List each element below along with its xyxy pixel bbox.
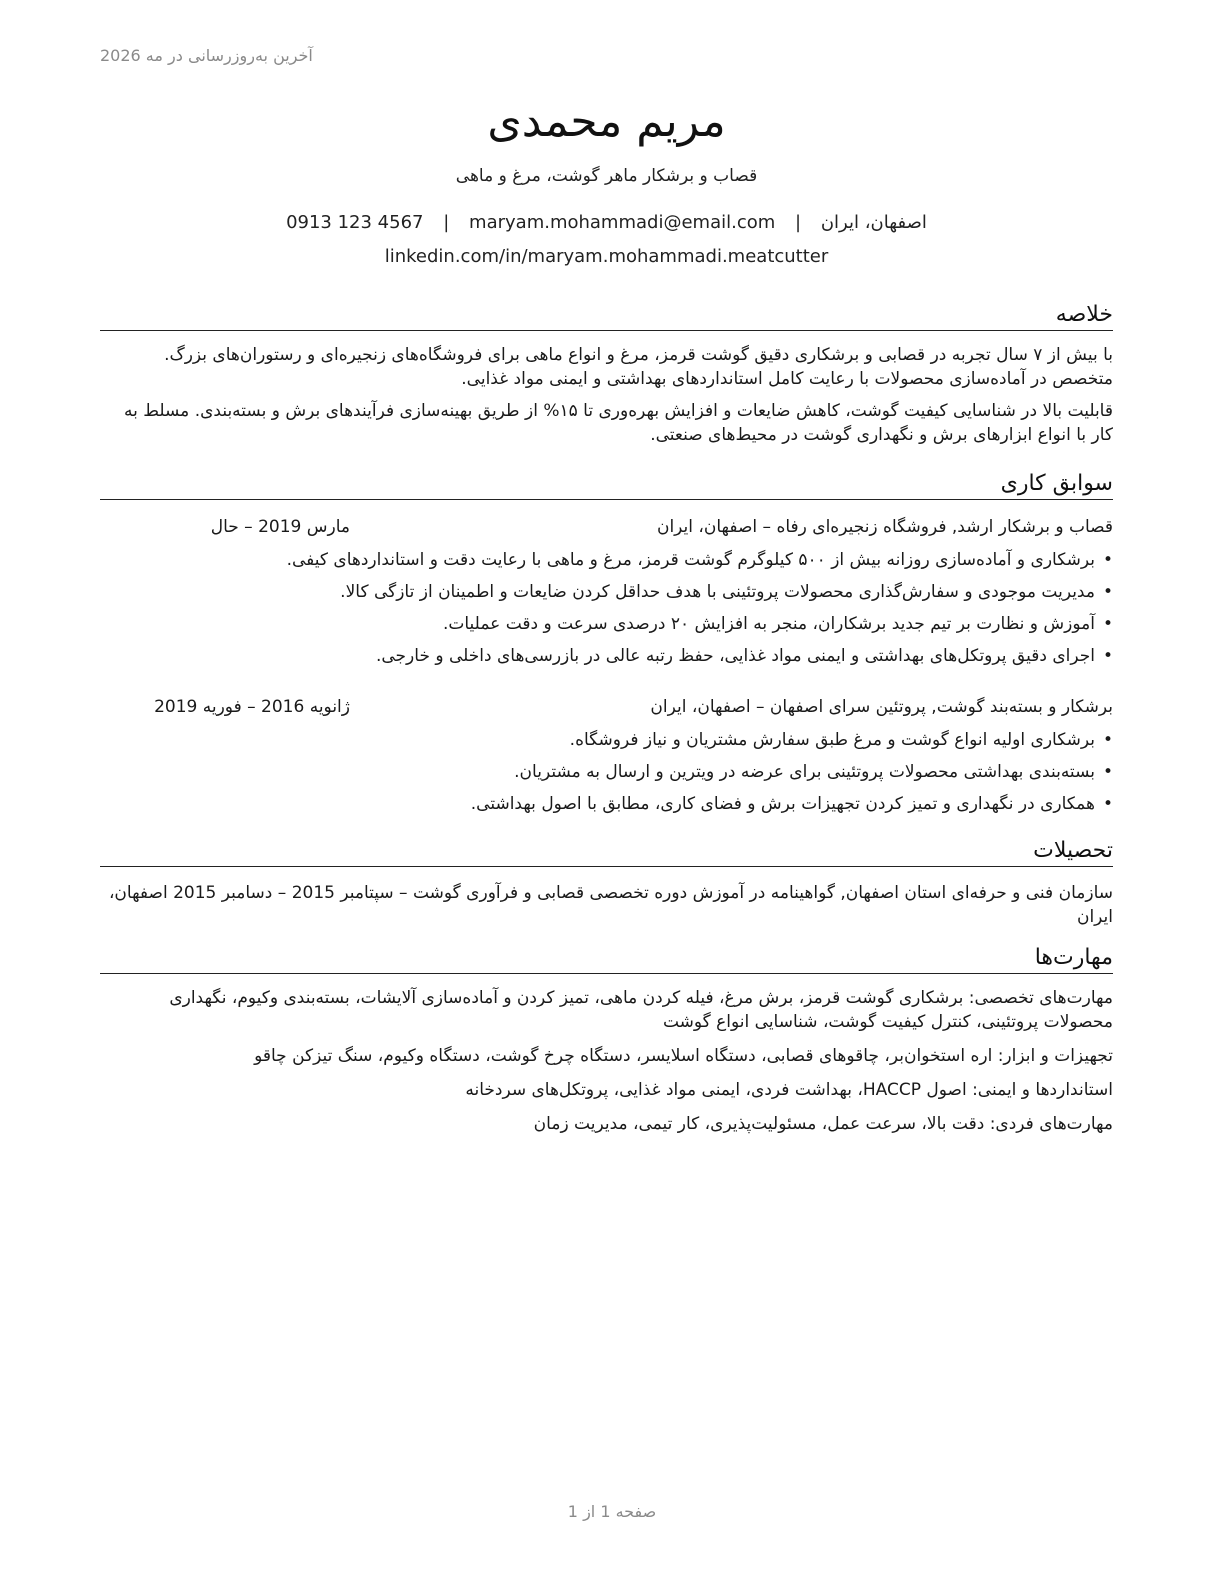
job-dates: ژانویه 2016 – فوریه 2019 <box>154 697 350 717</box>
list-item: • آموزش و نظارت بر تیم جدید برشکاران، منجر به افزایش ۲۰ درصدی سرعت و دقت عملیات. <box>100 612 1113 636</box>
experience-heading: سوابق کاری <box>100 469 1113 500</box>
linkedin-link[interactable]: linkedin.com/in/maryam.mohammadi.meatcutter <box>384 246 829 267</box>
list-item: • بسته‌بندی بهداشتی محصولات پروتئینی برای عرضه در ویترین و ارسال به مشتریان. <box>100 760 1113 784</box>
skill-line: مهارت‌های تخصصی: برشکاری گوشت قرمز، برش مرغ، فیله کردن ماهی، تمیز کردن و آماده‌سازی آلایشات، بسته‌بندی وکیوم، نگهداری محصولات پروتئینی، کنترل کیفیت گوشت، شناسایی انواع گوشت <box>169 988 1113 1032</box>
list-item: • مدیریت موجودی و سفارش‌گذاری محصولات پروتئینی با هدف حداقل کردن ضایعات و اطمینان از تازگی کالا. <box>100 580 1113 604</box>
contact-line <box>100 206 1113 240</box>
job-bullets <box>100 548 1113 668</box>
skill-line: تجهیزات و ابزار: اره استخوان‌بر، چاقوهای قصابی، دستگاه اسلایسر، دستگاه چرخ گوشت، دستگاه وکیوم، سنگ تیزکن چاقو <box>254 1046 1113 1066</box>
education-text: سازمان فنی و حرفه‌ای استان اصفهان, گواهینامه در آموزش دوره تخصصی قصابی و فرآوری گوشت – سپتامبر 2015 – دسامبر 2015 اصفهان، ایران <box>108 883 1113 927</box>
job-header <box>100 694 1113 720</box>
list-item: • برشکاری و آماده‌سازی روزانه بیش از ۵۰۰ کیلوگرم گوشت قرمز، مرغ و ماهی با رعایت دقت و استانداردهای کیفی. <box>100 548 1113 572</box>
linkedin-line <box>100 240 1113 274</box>
location-text: اصفهان، ایران <box>820 212 927 233</box>
summary-paragraph: قابلیت بالا در شناسایی کیفیت گوشت، کاهش ضایعات و افزایش بهره‌وری تا ۱۵% از طریق بهینه‌سازی فرآیندهای برش و بسته‌بندی. مسلط به کار با انواع ابزارهای برش و نگهداری گوشت در محیط‌های صنعتی. <box>124 401 1113 445</box>
phone-text: 0913 123 4567 <box>286 212 424 233</box>
summary-paragraph: با بیش از ۷ سال تجربه در قصابی و برشکاری دقیق گوشت قرمز، مرغ و انواع ماهی برای فروشگاه‌های زنجیره‌ای و رستوران‌های بزرگ. متخصص در آماده‌سازی محصولات با رعایت کامل استانداردهای بهداشتی و ایمنی مواد غذایی. <box>164 345 1113 389</box>
summary-heading: خلاصه <box>100 300 1113 331</box>
list-item: • همکاری در نگهداری و تمیز کردن تجهیزات برش و فضای کاری، مطابق با اصول بهداشتی. <box>100 792 1113 816</box>
list-item: • اجرای دقیق پروتکل‌های بهداشتی و ایمنی مواد غذایی، حفظ رتبه عالی در بازرسی‌های داخلی و خارجی. <box>100 644 1113 668</box>
skill-line: استانداردها و ایمنی: اصول HACCP، بهداشت فردی، ایمنی مواد غذایی، پروتکل‌های سردخانه <box>465 1080 1113 1100</box>
job-entry <box>100 694 1113 816</box>
education-entry <box>100 881 1113 929</box>
page-number: صفحه 1 از 1 <box>567 1502 657 1521</box>
job-dates: مارس 2019 – حال <box>210 517 350 537</box>
resume-sheet <box>100 92 1113 1136</box>
skill-line: مهارت‌های فردی: دقت بالا، سرعت عمل، مسئولیت‌پذیری، کار تیمی، مدیریت زمان <box>533 1114 1113 1134</box>
job-title: برشکار و بسته‌بند گوشت, پروتئین سرای اصفهان – اصفهان، ایران <box>650 697 1113 717</box>
separator: | <box>795 212 802 233</box>
job-title: قصاب و برشکار ارشد, فروشگاه زنجیره‌ای رفاه – اصفهان، ایران <box>656 517 1113 537</box>
job-header <box>100 514 1113 540</box>
education-heading: تحصیلات <box>100 836 1113 867</box>
skills-heading: مهارت‌ها <box>100 943 1113 974</box>
job-entry <box>100 514 1113 668</box>
list-item: • برشکاری اولیه انواع گوشت و مرغ طبق سفارش مشتریان و نیاز فروشگاه. <box>100 728 1113 752</box>
job-bullets <box>100 728 1113 816</box>
candidate-name: مریم محمدی <box>487 96 726 147</box>
email-link[interactable]: maryam.mohammadi@email.com <box>469 212 776 233</box>
separator: | <box>443 212 450 233</box>
last-updated-note: آخرین به‌روزرسانی در مه 2026 <box>100 46 313 65</box>
candidate-title: قصاب و برشکار ماهر گوشت، مرغ و ماهی <box>455 166 758 186</box>
